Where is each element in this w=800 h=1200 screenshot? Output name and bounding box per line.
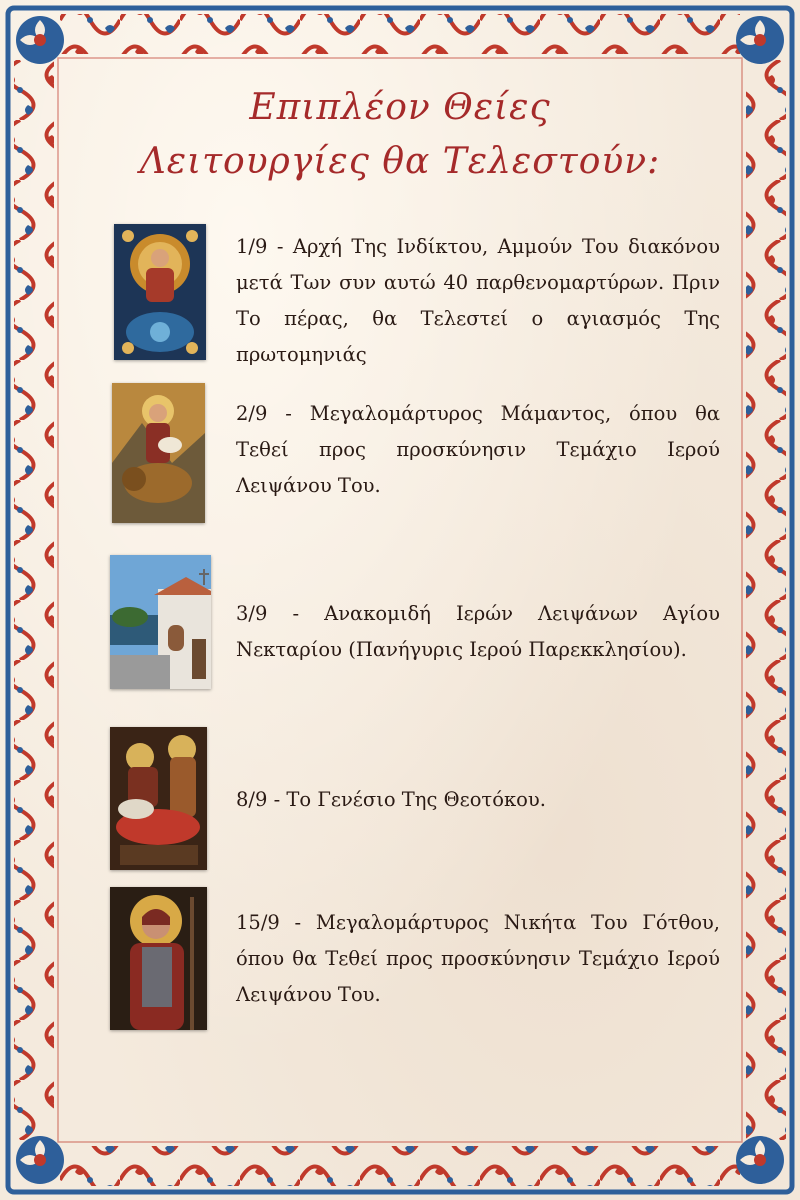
icon-saint-niketas-image xyxy=(110,887,207,1030)
page-title-line-2: Λειτουργίες θα Τελεστούν: xyxy=(139,141,661,182)
entry-text: 2/9 - Μεγαλομάρτυρος Μάμαντος, όπου θα Τεθεί προς προσκύνησιν Τεμάχιο Ιερού Λειψάνου Του. xyxy=(236,402,720,497)
page-title-line-1: Επιπλέον Θείες xyxy=(249,87,551,128)
entry-text: 3/9 - Ανακομιδή Ιερών Λειψάνων Αγίου Νεκταρίου (Πανήγυρις Ιερού Παρεκκλησίου). xyxy=(236,602,720,661)
chapel-photo-image xyxy=(110,555,211,689)
icon-nativity-theotokos-image xyxy=(110,727,207,870)
icon-saint-mamas-image xyxy=(112,383,205,523)
entry-text: 8/9 - Το Γενέσιο Της Θεοτόκου. xyxy=(236,788,546,811)
icon-christ-pantocrator-image xyxy=(114,224,206,360)
entry-text: 1/9 - Αρχή Της Ινδίκτου, Αμμούν Του διακόνου μετά Των συν αυτώ 40 παρθενομαρτύρων. Πριν Το πέρας, θα Τελεστεί ο αγιασμός Της πρωτομηνιάς xyxy=(236,235,720,366)
entry-text: 15/9 - Μεγαλομάρτυρος Νικήτα Του Γότθου, όπου θα Τεθεί προς προσκύνησιν Τεμάχιο Ιερού Λειψάνου Του. xyxy=(236,911,720,1006)
